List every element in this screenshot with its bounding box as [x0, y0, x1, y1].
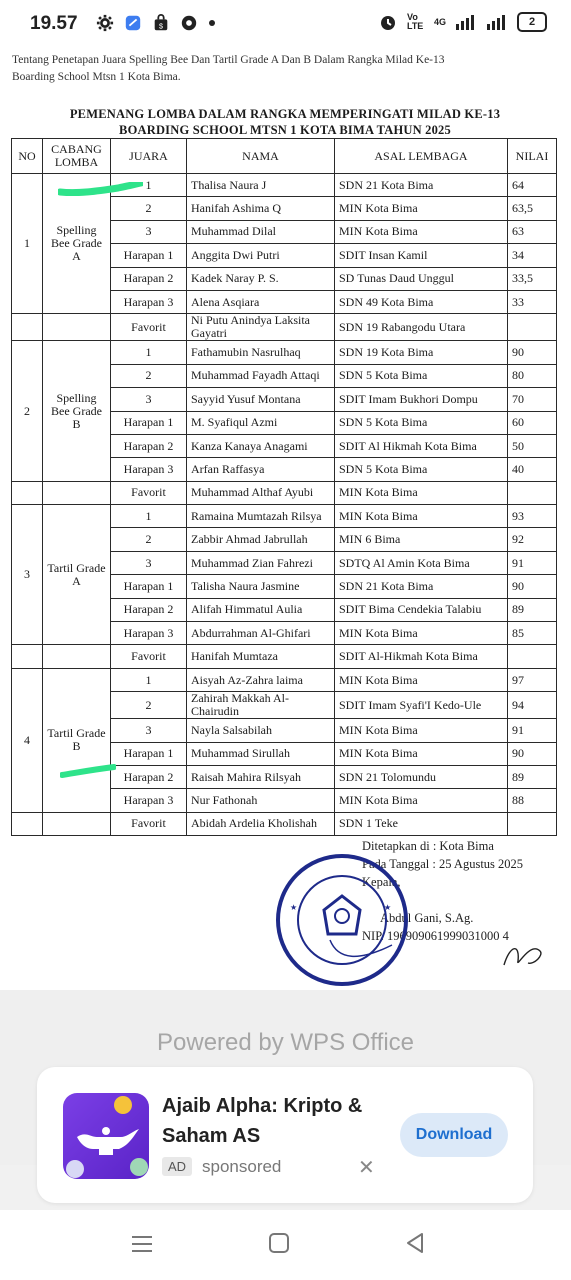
- cell-cabang: Tartil Grade A: [43, 505, 111, 645]
- cell-asal: MIN Kota Bima: [335, 505, 508, 528]
- cell-asal: MIN Kota Bima: [335, 789, 508, 812]
- cell-asal: SDTQ Al Amin Kota Bima: [335, 551, 508, 574]
- header-nilai: NILAI: [508, 139, 557, 174]
- cell-juara: Harapan 1: [111, 244, 187, 267]
- cell-juara: Favorit: [111, 645, 187, 668]
- cell-nama: Anggita Dwi Putri: [187, 244, 335, 267]
- cell-nilai: 63: [508, 220, 557, 243]
- cell-nilai: 91: [508, 551, 557, 574]
- cell-nama: Zabbir Ahmad Jabrullah: [187, 528, 335, 551]
- cell-empty: [43, 314, 111, 341]
- cell-nilai: 90: [508, 742, 557, 765]
- back-icon[interactable]: [404, 1232, 426, 1254]
- notification-icons: [96, 14, 216, 32]
- cell-nilai: 89: [508, 598, 557, 621]
- cell-asal: SDN 49 Kota Bima: [335, 290, 508, 313]
- favorit-row: [12, 645, 557, 668]
- status-time: 19.57: [30, 13, 78, 34]
- sign-place: Ditetapkan di : Kota Bima: [362, 839, 494, 853]
- header-nama: NAMA: [187, 139, 335, 174]
- cell-nama: Ni Putu Anindya Laksita Gayatri: [187, 314, 335, 341]
- cell-no: 4: [12, 668, 43, 812]
- cell-juara: Favorit: [111, 314, 187, 341]
- heading-line-1: PEMENANG LOMBA DALAM RANGKA MEMPERINGATI MILAD KE-13: [69, 107, 501, 121]
- cell-nilai: 89: [508, 765, 557, 788]
- cell-juara: Harapan 3: [111, 458, 187, 481]
- signature-scribble-icon: [500, 935, 546, 975]
- gear-icon: [96, 14, 114, 32]
- svg-text:★: ★: [384, 903, 392, 912]
- cell-nilai: 34: [508, 244, 557, 267]
- official-stamp-icon: [272, 850, 412, 990]
- alarm-icon: [378, 12, 398, 32]
- cell-juara: Harapan 2: [111, 434, 187, 457]
- cell-nilai: 40: [508, 458, 557, 481]
- cell-juara: 3: [111, 388, 187, 411]
- download-button[interactable]: Download: [400, 1113, 508, 1157]
- cell-nama: Raisah Mahira Rilsyah: [187, 765, 335, 788]
- cell-juara: Harapan 2: [111, 765, 187, 788]
- cell-asal: MIN Kota Bima: [335, 622, 508, 645]
- cell-asal: MIN 6 Bima: [335, 528, 508, 551]
- cell-nama: Hanifah Ashima Q: [187, 197, 335, 220]
- cell-empty: [12, 645, 43, 668]
- cell-asal: MIN Kota Bima: [335, 719, 508, 742]
- sign-title: Kepala,: [362, 875, 401, 889]
- cell-nilai: [508, 645, 557, 668]
- cell-nama: Aisyah Az-Zahra laima: [187, 668, 335, 691]
- cell-asal: MIN Kota Bima: [335, 197, 508, 220]
- ad-card[interactable]: [37, 1067, 533, 1203]
- cell-nilai: [508, 812, 557, 835]
- table-header-row: [12, 139, 557, 174]
- navigation-bar: [0, 1210, 571, 1280]
- cell-juara: Harapan 1: [111, 575, 187, 598]
- cell-nama: Abidah Ardelia Kholishah: [187, 812, 335, 835]
- cell-asal: MIN Kota Bima: [335, 220, 508, 243]
- home-icon[interactable]: [268, 1232, 290, 1254]
- cell-nilai: 64: [508, 174, 557, 197]
- cell-juara: Harapan 3: [111, 290, 187, 313]
- close-icon[interactable]: ✕: [358, 1157, 375, 1179]
- cell-nilai: [508, 314, 557, 341]
- green-marker-highlight: [60, 764, 116, 778]
- sign-name: Abdul Gani, S.Ag.: [380, 911, 474, 925]
- cell-nilai: 63,5: [508, 197, 557, 220]
- table-row: [12, 668, 557, 691]
- cell-asal: MIN Kota Bima: [335, 481, 508, 504]
- cell-juara: Harapan 2: [111, 267, 187, 290]
- cell-nama: Talisha Naura Jasmine: [187, 575, 335, 598]
- svg-text:$: $: [159, 21, 163, 31]
- cell-nilai: 88: [508, 789, 557, 812]
- cell-cabang: Spelling Bee Grade A: [43, 174, 111, 314]
- winners-table: [11, 138, 557, 836]
- heading-line-2: BOARDING SCHOOL MTSN 1 KOTA BIMA TAHUN 2025: [119, 123, 451, 137]
- cell-asal: SDIT Imam Syafi'I Kedo-Ule: [335, 692, 508, 719]
- green-marker-highlight: [58, 182, 143, 196]
- cell-asal: SDN 21 Kota Bima: [335, 575, 508, 598]
- cell-juara: 1: [111, 341, 187, 364]
- cell-asal: SDN 19 Rabangodu Utara: [335, 314, 508, 341]
- cell-juara: 2: [111, 692, 187, 719]
- cell-asal: MIN Kota Bima: [335, 742, 508, 765]
- more-dot-icon: [208, 19, 216, 27]
- favorit-row: [12, 481, 557, 504]
- cell-nama: Muhammad Althaf Ayubi: [187, 481, 335, 504]
- cell-juara: Harapan 3: [111, 789, 187, 812]
- cell-nilai: 33: [508, 290, 557, 313]
- cell-nilai: 80: [508, 364, 557, 387]
- cell-nama: Thalisa Naura J: [187, 174, 335, 197]
- cell-nama: Kadek Naray P. S.: [187, 267, 335, 290]
- table-row: [12, 505, 557, 528]
- cell-nama: Sayyid Yusuf Montana: [187, 388, 335, 411]
- ad-badge: AD: [162, 1157, 192, 1176]
- cell-asal: SDN 5 Kota Bima: [335, 364, 508, 387]
- cell-nama: Alena Asqiara: [187, 290, 335, 313]
- shopping-bag-icon: [152, 14, 170, 32]
- document-intro: [12, 52, 512, 86]
- cell-asal: SDN 21 Kota Bima: [335, 174, 508, 197]
- chrome-icon: [180, 14, 198, 32]
- sponsored-label: sponsored: [202, 1157, 282, 1176]
- cell-juara: Harapan 1: [111, 411, 187, 434]
- cell-asal: SDIT Insan Kamil: [335, 244, 508, 267]
- cell-no: 3: [12, 505, 43, 645]
- cell-nilai: 70: [508, 388, 557, 411]
- cell-asal: SD Tunas Daud Unggul: [335, 267, 508, 290]
- cell-juara: Favorit: [111, 812, 187, 835]
- cell-nilai: 90: [508, 575, 557, 598]
- cell-empty: [12, 481, 43, 504]
- genie-lamp-icon: [63, 1093, 149, 1179]
- volte-label: Vo LTE: [406, 12, 424, 31]
- system-icons: [378, 12, 547, 32]
- cell-nilai: 33,5: [508, 267, 557, 290]
- intro-line-1: Tentang Penetapan Juara Spelling Bee Dan Tartil Grade A Dan B Dalam Rangka Milad Ke-13: [12, 54, 445, 66]
- ajaib-app-icon[interactable]: [63, 1093, 149, 1179]
- cell-juara: 1: [111, 505, 187, 528]
- cell-nilai: [508, 481, 557, 504]
- cell-nilai: 90: [508, 341, 557, 364]
- powered-by-text: Powered by WPS Office: [157, 1029, 414, 1056]
- cell-juara: Harapan 3: [111, 622, 187, 645]
- cell-asal: SDN 5 Kota Bima: [335, 458, 508, 481]
- cell-nilai: 85: [508, 622, 557, 645]
- favorit-row: [12, 314, 557, 341]
- cell-nama: Abdurrahman Al-Ghifari: [187, 622, 335, 645]
- favorit-row: [12, 812, 557, 835]
- status-bar: [0, 0, 571, 50]
- cell-asal: SDIT Al-Hikmah Kota Bima: [335, 645, 508, 668]
- cell-empty: [12, 812, 43, 835]
- app-notification-icon: [124, 14, 142, 32]
- cell-nama: Muhammad Sirullah: [187, 742, 335, 765]
- cell-nama: Hanifah Mumtaza: [187, 645, 335, 668]
- cell-juara: 2: [111, 197, 187, 220]
- cell-nama: Ramaina Mumtazah Rilsya: [187, 505, 335, 528]
- header-juara: JUARA: [111, 139, 187, 174]
- cell-nama: Arfan Raffasya: [187, 458, 335, 481]
- sign-nip: NIP. 196909061999031000 4: [362, 929, 509, 943]
- table-row: [12, 341, 557, 364]
- cell-cabang: Tartil Grade B: [43, 668, 111, 812]
- cell-empty: [43, 645, 111, 668]
- cell-asal: SDN 5 Kota Bima: [335, 411, 508, 434]
- cell-juara: Harapan 1: [111, 742, 187, 765]
- cell-nilai: 97: [508, 668, 557, 691]
- header-cabang: CABANG LOMBA: [43, 139, 111, 174]
- signal-icon: [455, 14, 477, 30]
- document-page[interactable]: [0, 50, 571, 990]
- cell-empty: [12, 314, 43, 341]
- cell-juara: 3: [111, 220, 187, 243]
- cell-asal: MIN Kota Bima: [335, 668, 508, 691]
- cell-juara: Favorit: [111, 481, 187, 504]
- cell-empty: [43, 481, 111, 504]
- cell-asal: SDIT Bima Cendekia Talabiu: [335, 598, 508, 621]
- menu-icon[interactable]: [130, 1232, 154, 1256]
- cell-juara: 2: [111, 528, 187, 551]
- cell-asal: SDIT Imam Bukhori Dompu: [335, 388, 508, 411]
- cell-nilai: 91: [508, 719, 557, 742]
- cell-empty: [43, 812, 111, 835]
- sign-date: Pada Tanggal : 25 Agustus 2025: [362, 857, 524, 871]
- cell-juara: 2: [111, 364, 187, 387]
- network-label: 4G: [433, 17, 446, 27]
- ad-title[interactable]: Ajaib Alpha: Kripto & Saham AS: [162, 1095, 363, 1147]
- svg-text:★: ★: [290, 903, 298, 912]
- cell-nama: Nayla Salsabilah: [187, 719, 335, 742]
- cell-asal: SDN 1 Teke: [335, 812, 508, 835]
- cell-juara: 3: [111, 719, 187, 742]
- cell-no: 1: [12, 174, 43, 314]
- cell-juara: 3: [111, 551, 187, 574]
- cell-nama: Muhammad Zian Fahrezi: [187, 551, 335, 574]
- cell-nilai: 92: [508, 528, 557, 551]
- cell-asal: SDIT Al Hikmah Kota Bima: [335, 434, 508, 457]
- cell-juara: 1: [111, 668, 187, 691]
- signal-icon-2: [486, 14, 508, 30]
- cell-no: 2: [12, 341, 43, 481]
- cell-nilai: 60: [508, 411, 557, 434]
- cell-asal: SDN 21 Tolomundu: [335, 765, 508, 788]
- cell-nama: M. Syafiqul Azmi: [187, 411, 335, 434]
- header-no: NO: [12, 139, 43, 174]
- cell-nilai: 94: [508, 692, 557, 719]
- cell-cabang: Spelling Bee Grade B: [43, 341, 111, 481]
- cell-asal: SDN 19 Kota Bima: [335, 341, 508, 364]
- cell-nama: Nur Fathonah: [187, 789, 335, 812]
- cell-juara: Harapan 2: [111, 598, 187, 621]
- cell-nilai: 50: [508, 434, 557, 457]
- cell-nama: Muhammad Dilal: [187, 220, 335, 243]
- cell-nama: Fathamubin Nasrulhaq: [187, 341, 335, 364]
- cell-nama: Muhammad Fayadh Attaqi: [187, 364, 335, 387]
- cell-nama: Kanza Kanaya Anagami: [187, 434, 335, 457]
- cell-nama: Zahirah Makkah Al-Chairudin: [187, 692, 335, 719]
- header-asal: ASAL LEMBAGA: [335, 139, 508, 174]
- battery-icon: 2: [517, 12, 547, 32]
- cell-nilai: 93: [508, 505, 557, 528]
- intro-line-2: Boarding School Mtsn 1 Kota Bima.: [12, 71, 181, 83]
- document-heading: [20, 106, 550, 138]
- cell-nama: Alifah Himmatul Aulia: [187, 598, 335, 621]
- cell-juara: 1: [111, 174, 187, 197]
